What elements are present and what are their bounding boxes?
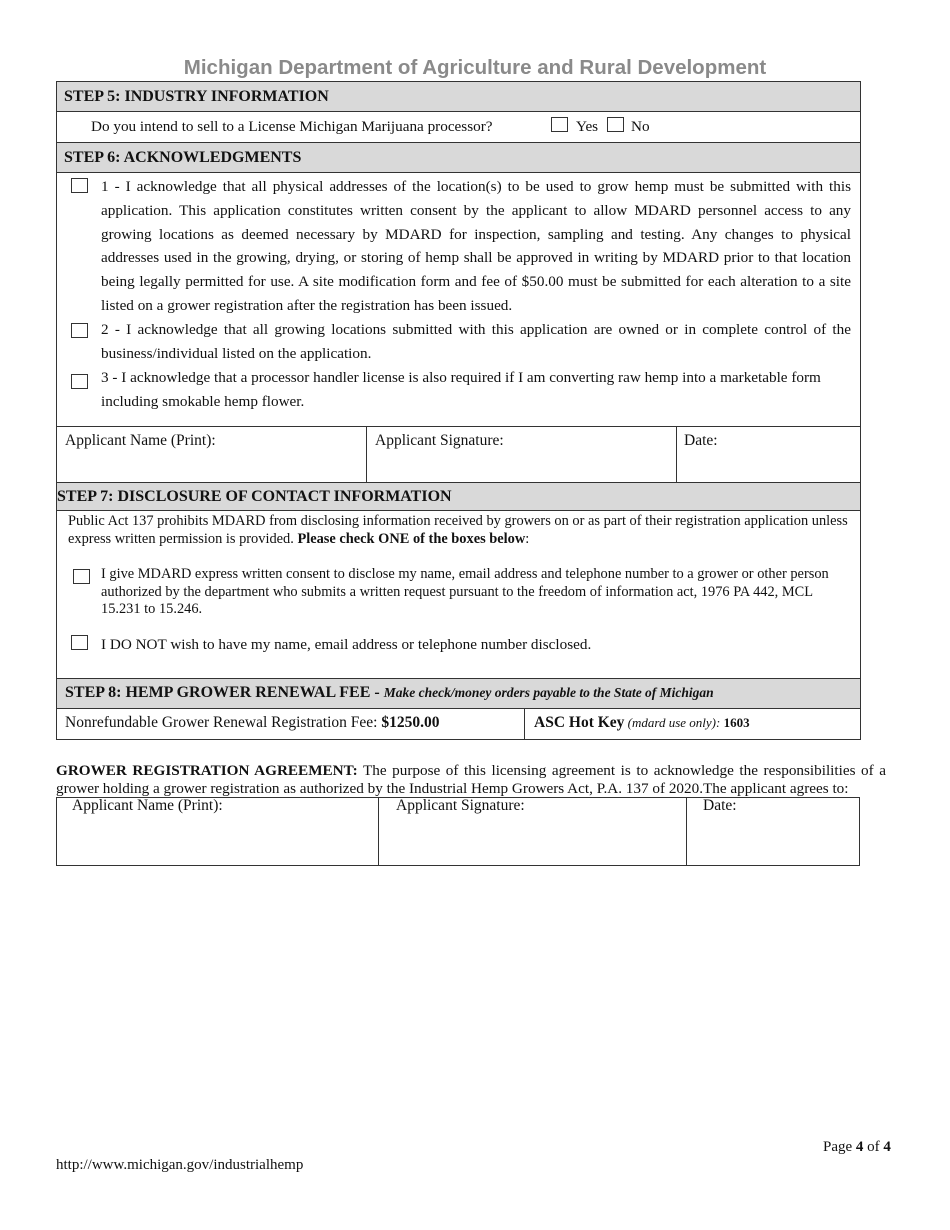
hotkey-label	[534, 714, 750, 732]
decline-checkbox[interactable]	[71, 635, 88, 650]
page-number	[823, 1139, 891, 1156]
step5-question-row	[56, 111, 861, 143]
fee-label	[65, 714, 439, 732]
organization-title: Michigan Department of Agriculture and Rural Development	[183, 56, 767, 79]
step6-name-label: Applicant Name (Print):	[65, 432, 216, 449]
fee-label-text: Nonrefundable Grower Renewal Registration Fee:	[65, 714, 382, 731]
step7-intro-text: Public Act 137 prohibits MDARD from disclosing information received by growers on or as part of their registration application unless express written permission is provided.	[68, 513, 848, 547]
step7-intro	[68, 513, 858, 548]
step8-title-text: STEP 8: HEMP GROWER RENEWAL FEE -	[65, 684, 384, 701]
step7-intro-end: :	[525, 530, 530, 547]
step6-date-label: Date:	[684, 432, 718, 449]
step6-signature-label: Applicant Signature:	[375, 432, 504, 449]
hotkey-value: 1603	[723, 715, 750, 730]
step7-title: STEP 7: DISCLOSURE OF CONTACT INFORMATION	[57, 488, 452, 505]
page-of: of	[863, 1139, 884, 1155]
ack-1-checkbox[interactable]	[71, 178, 88, 193]
footer-url[interactable]: http://www.michigan.gov/industrialhemp	[56, 1157, 304, 1173]
ack-1-text: 1 - I acknowledge that all physical addresses of the location(s) to be used to grow hemp must be submitted with this application. This application constitutes written consent by the applicant to allow MDARD personnel access to any growing locations as deemed necessary by MDARD for inspection, sampling and testing. Any changes to physical addresses used in the growing, drying, or storing of hemp shall be approved in writing by MDARD prior to that location being legally permitted for use. A site modification form and fee of $50.00 must be submitted for each alteration to a site listed on a grower registration after the registration has been issued.	[101, 178, 851, 314]
hotkey-label-text: ASC Hot Key	[534, 714, 625, 731]
page-current: 4	[855, 1139, 864, 1155]
ack-2-text: 2 - I acknowledge that all growing locations submitted with this application are owned or in complete control of the business/individual listed on the application.	[101, 321, 851, 362]
page-prefix: Page	[823, 1139, 856, 1155]
step8-payable-note: Make check/money orders payable to the State of Michigan	[383, 685, 714, 700]
consent-checkbox[interactable]	[73, 569, 90, 584]
step7-header	[56, 482, 861, 511]
no-label: No	[631, 118, 650, 135]
agreement-signature-label: Applicant Signature:	[396, 797, 525, 814]
ack-3-checkbox[interactable]	[71, 374, 88, 389]
agreement-paragraph	[56, 762, 886, 798]
step8-header	[56, 678, 861, 709]
step5-question: Do you intend to sell to a License Michigan Marijuana processor?	[91, 118, 493, 135]
step5-header	[56, 81, 861, 112]
step7-intro-bold: Please check ONE of the boxes below	[297, 530, 526, 547]
step8-title	[65, 684, 714, 702]
ack-2-checkbox[interactable]	[71, 323, 88, 338]
step5-title: STEP 5: INDUSTRY INFORMATION	[64, 88, 329, 105]
hotkey-note: (mdard use only):	[624, 715, 724, 730]
page-total: 4	[883, 1139, 891, 1155]
agreement-date-label: Date:	[703, 797, 737, 814]
fee-value: $1250.00	[381, 714, 440, 731]
decline-text: I DO NOT wish to have my name, email address or telephone number disclosed.	[101, 636, 592, 653]
agreement-text: The purpose of this licensing agreement is to acknowledge the responsibilities of a grower holding a grower registration as authorized by the Industrial Hemp Growers Act, P.A. 137 of 2020.The applicant agrees to:	[56, 762, 886, 797]
ack-3-text: 3 - I acknowledge that a processor handler license is also required if I am converting raw hemp into a marketable form including smokable hemp flower.	[101, 369, 821, 410]
step6-header	[56, 142, 861, 173]
consent-text: I give MDARD express written consent to disclose my name, email address and telephone number to a grower or other person authorized by the department who submits a written request pursuant to the freedom of information act, 1976 PA 442, MCL 15.231 to 15.246.	[101, 566, 829, 618]
yes-checkbox[interactable]	[551, 117, 568, 132]
step6-title: STEP 6: ACKNOWLEDGMENTS	[64, 149, 302, 166]
agreement-name-label: Applicant Name (Print):	[72, 797, 223, 814]
yes-label: Yes	[576, 118, 599, 135]
agreement-title: GROWER REGISTRATION AGREEMENT:	[56, 762, 358, 779]
no-checkbox[interactable]	[607, 117, 624, 132]
